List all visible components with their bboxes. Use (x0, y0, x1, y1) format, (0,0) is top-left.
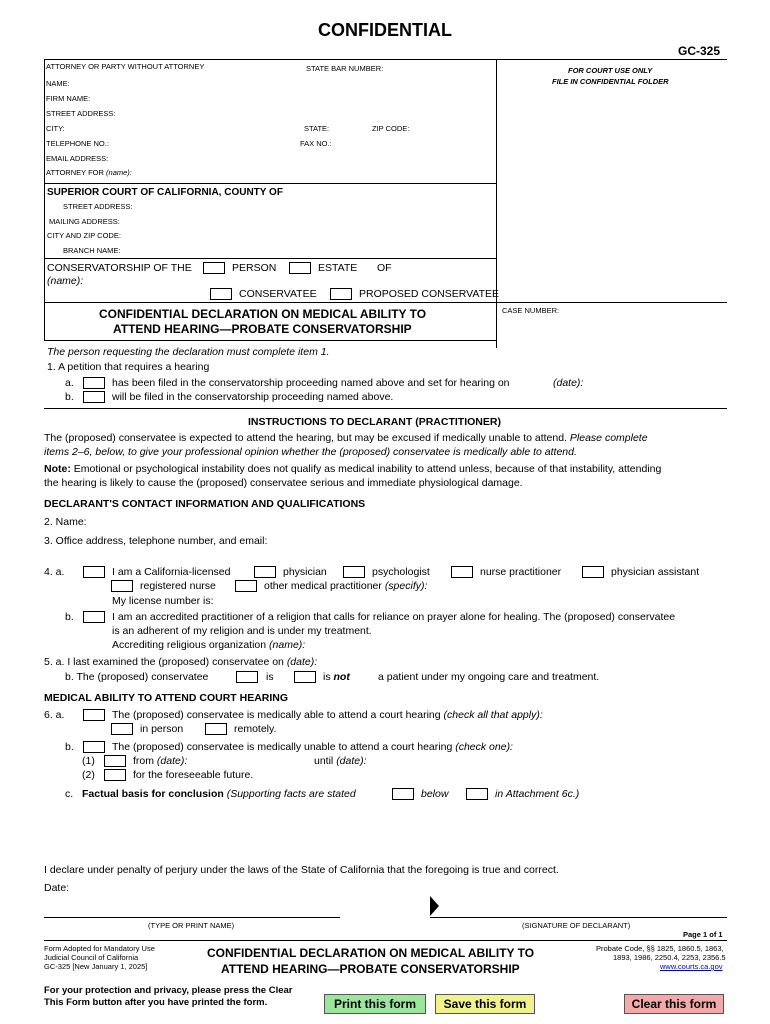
other-practitioner-checkbox[interactable] (235, 580, 257, 592)
title-box-bottom-rule (44, 340, 496, 341)
courts-website-link[interactable]: www.courts.ca.gov (660, 962, 723, 971)
item6b1-label: (1) (82, 755, 95, 767)
state-bar-label: STATE BAR NUMBER: (306, 64, 384, 73)
proposed-conservatee-checkbox[interactable] (330, 288, 352, 300)
fax-label: FAX NO.: (300, 139, 332, 148)
foreseeable-future-label: for the foreseeable future. (133, 769, 254, 781)
physician-assistant-checkbox[interactable] (582, 566, 604, 578)
item5b-end: a patient under my ongoing care and treatment. (378, 671, 600, 683)
print-name-line[interactable] (44, 917, 340, 918)
page-number: Page 1 of 1 (683, 930, 723, 939)
form-title-line2: ATTEND HEARING—PROBATE CONSERVATORSHIP (113, 322, 412, 336)
name-label: NAME: (46, 79, 70, 88)
physician-checkbox[interactable] (254, 566, 276, 578)
person-checkbox[interactable] (203, 262, 225, 274)
instructions-paragraph2: items 2–6, below, to give your professional opinion whether the (proposed) conservatee is medically able to attend. (44, 446, 577, 458)
estate-checkbox[interactable] (289, 262, 311, 274)
item6a-number: 6. a. (44, 709, 65, 721)
nurse-practitioner-checkbox[interactable] (451, 566, 473, 578)
instructions-heading: INSTRUCTIONS TO DECLARANT (PRACTITIONER) (248, 416, 501, 428)
item4b-checkbox[interactable] (83, 611, 105, 623)
item4a-checkbox[interactable] (83, 566, 105, 578)
instructions-rule (44, 408, 727, 409)
zip-label: ZIP CODE: (372, 124, 410, 133)
instructions-note2: the hearing is likely to cause the (proposed) conservatee serious and immediate physiological damage. (44, 477, 523, 489)
item4b-line2: is an adherent of my religion and is under my treatment. (112, 625, 372, 637)
attorney-for-label: ATTORNEY FOR (name): (46, 168, 132, 177)
in-person-checkbox[interactable] (111, 723, 133, 735)
item1a-checkbox[interactable] (83, 377, 105, 389)
item6a-text: The (proposed) conservatee is medically able to attend a court hearing (check all that apply): (112, 709, 543, 721)
court-use-only: FOR COURT USE ONLY (568, 66, 653, 75)
form-number: GC-325 (678, 44, 721, 58)
psychologist-checkbox[interactable] (343, 566, 365, 578)
is-not-label: is not (323, 671, 350, 683)
physician-label: physician (283, 566, 327, 578)
item1-text: 1. A petition that requires a hearing (47, 361, 210, 373)
facts-below-checkbox[interactable] (392, 788, 414, 800)
adopted-line3: GC-325 [New January 1, 2025] (44, 962, 148, 971)
item4b-line1: I am an accredited practitioner of a religion that calls for reliance on prayer alone for healing. The (proposed) conservatee (112, 611, 676, 623)
instructions-paragraph1: The (proposed) conservatee is expected to attend the hearing, but may be excused if medically unable to attend. Please complete (44, 432, 648, 444)
state-label: STATE: (304, 124, 330, 133)
privacy-note-line1: For your protection and privacy, please press the Clear (44, 985, 293, 996)
item1a-text: has been filed in the conservatorship proceeding named above and set for hearing on (112, 377, 510, 389)
item6b-text: The (proposed) conservatee is medically unable to attend a court hearing (check one): (112, 741, 513, 753)
telephone-label: TELEPHONE NO.: (46, 139, 109, 148)
is-checkbox[interactable] (236, 671, 258, 683)
foreseeable-future-checkbox[interactable] (104, 769, 126, 781)
court-city-zip-label: CITY AND ZIP CODE: (47, 231, 121, 240)
item5b-text: b. The (proposed) conservatee (65, 671, 209, 683)
item1a-label: a. (65, 377, 74, 389)
facts-below-label: below (421, 788, 449, 800)
signature-caption: (SIGNATURE OF DECLARANT) (522, 921, 631, 930)
form-title-line1: CONFIDENTIAL DECLARATION ON MEDICAL ABILITY TO (99, 307, 427, 321)
footer-title-line1: CONFIDENTIAL DECLARATION ON MEDICAL ABILITY TO (207, 946, 535, 960)
medical-ability-heading: MEDICAL ABILITY TO ATTEND COURT HEARING (44, 692, 289, 704)
item1b-checkbox[interactable] (83, 391, 105, 403)
physician-assistant-label: physician assistant (611, 566, 700, 578)
signature-arrow-icon (430, 896, 439, 916)
court-mailing-label: MAILING ADDRESS: (49, 217, 120, 226)
from-date-label: from (date): (133, 755, 188, 767)
item4a-text: I am a California-licensed (112, 566, 231, 578)
court-box-top-rule (44, 183, 496, 184)
item6c-text: Factual basis for conclusion (Supporting facts are stated (82, 788, 356, 800)
confidential-folder-note: FILE IN CONFIDENTIAL FOLDER (552, 77, 669, 86)
item6a-checkbox[interactable] (83, 709, 105, 721)
signature-line[interactable] (430, 917, 727, 918)
item4a-number: 4. a. (44, 566, 65, 578)
superior-court-title: SUPERIOR COURT OF CALIFORNIA, COUNTY OF (47, 187, 283, 198)
street-address-label: STREET ADDRESS: (46, 109, 116, 118)
email-label: EMAIL ADDRESS: (46, 154, 109, 163)
license-number-label: My license number is: (112, 595, 214, 607)
remotely-checkbox[interactable] (205, 723, 227, 735)
person-label: PERSON (232, 262, 277, 274)
privacy-note-line2: This Form button after you have printed the form. (44, 997, 268, 1008)
item2-name: 2. Name: (44, 516, 87, 528)
remotely-label: remotely. (234, 723, 277, 735)
item3-office: 3. Office address, telephone number, and email: (44, 535, 268, 547)
item6b-label: b. (65, 741, 74, 753)
case-number-label: CASE NUMBER: (502, 306, 560, 315)
right-column-divider (496, 59, 497, 348)
footer-title-line2: ATTEND HEARING—PROBATE CONSERVATORSHIP (221, 962, 520, 976)
from-date-checkbox[interactable] (104, 755, 126, 767)
of-label: OF (377, 262, 392, 274)
item1b-label: b. (65, 391, 74, 403)
attachment-6c-label: in Attachment 6c.) (495, 788, 580, 800)
adopted-line2: Judicial Council of California (44, 953, 139, 962)
item4b-label: b. (65, 611, 74, 623)
print-form-button[interactable]: Print this form (324, 994, 426, 1014)
court-street-label: STREET ADDRESS: (63, 202, 133, 211)
item5a-text: 5. a. I last examined the (proposed) conservatee on (date): (44, 656, 318, 668)
footer-rule (44, 940, 727, 941)
conservatorship-name-label: (name): (47, 275, 84, 287)
conservatorship-label: CONSERVATORSHIP OF THE (47, 262, 192, 274)
attorney-label: ATTORNEY OR PARTY WITHOUT ATTORNEY (46, 62, 205, 71)
case-box-top-rule (44, 258, 496, 259)
other-practitioner-label: other medical practitioner (specify): (264, 580, 428, 592)
item6b-checkbox[interactable] (83, 741, 105, 753)
confidential-heading: CONFIDENTIAL (318, 20, 452, 40)
date-label: Date: (44, 882, 70, 894)
item4b-line3: Accrediting religious organization (name): (112, 639, 306, 651)
court-branch-label: BRANCH NAME: (63, 246, 121, 255)
perjury-statement: I declare under penalty of perjury under the laws of the State of California that the foregoing is true and correct. (44, 864, 559, 876)
save-form-button[interactable]: Save this form (435, 994, 535, 1014)
in-person-label: in person (140, 723, 184, 735)
city-label: CITY: (46, 124, 65, 133)
title-box-top-rule (44, 302, 727, 303)
firm-name-label: FIRM NAME: (46, 94, 91, 103)
is-label: is (266, 671, 274, 683)
attachment-6c-checkbox[interactable] (466, 788, 488, 800)
probate-code-line1: Probate Code, §§ 1825, 1860.5, 1863, (596, 944, 724, 953)
conservatee-label: CONSERVATEE (239, 288, 317, 300)
psychologist-label: psychologist (372, 566, 430, 578)
clear-form-button[interactable]: Clear this form (624, 994, 724, 1014)
declarant-heading: DECLARANT'S CONTACT INFORMATION AND QUALIFICATIONS (44, 498, 366, 510)
registered-nurse-label: registered nurse (140, 580, 216, 592)
is-not-checkbox[interactable] (294, 671, 316, 683)
registered-nurse-checkbox[interactable] (111, 580, 133, 592)
conservatee-checkbox[interactable] (210, 288, 232, 300)
proposed-conservatee-label: PROPOSED CONSERVATEE (359, 288, 500, 300)
nurse-practitioner-label: nurse practitioner (480, 566, 562, 578)
item6c-label: c. (65, 788, 74, 800)
instructions-note1: Note: Emotional or psychological instability does not qualify as medical inability to attend unless, because of that instability, attending (44, 463, 662, 475)
probate-code-line2: 1893, 1986, 2250.4, 2253, 2356.5 (613, 953, 726, 962)
adopted-line1: Form Adopted for Mandatory Use (44, 944, 155, 953)
left-border (44, 59, 45, 340)
top-rule (44, 59, 727, 60)
item1-intro: The person requesting the declaration must complete item 1. (47, 346, 330, 358)
print-name-caption: (TYPE OR PRINT NAME) (148, 921, 235, 930)
item1a-date: (date): (553, 377, 584, 389)
estate-label: ESTATE (318, 262, 358, 274)
until-date-label: until (date): (314, 755, 367, 767)
item1b-text: will be filed in the conservatorship proceeding named above. (112, 391, 394, 403)
item6b2-label: (2) (82, 769, 95, 781)
